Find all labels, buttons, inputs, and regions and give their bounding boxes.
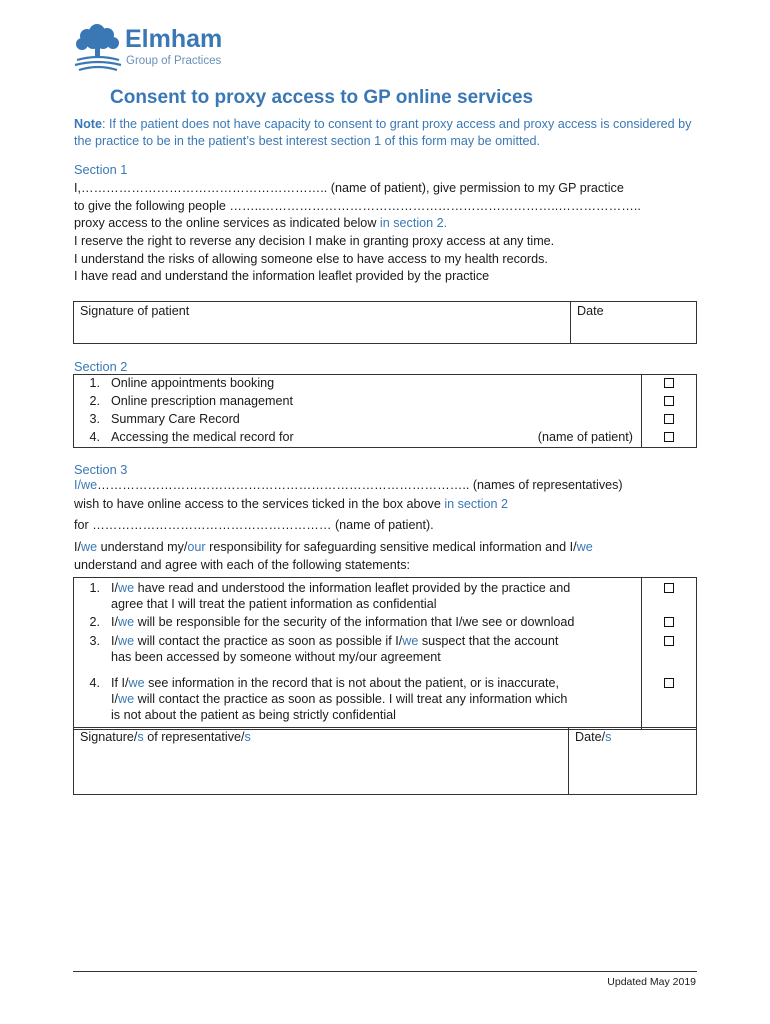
section-2-reference: in section 2 bbox=[444, 497, 509, 511]
service-number: 4. bbox=[74, 429, 104, 448]
service-row bbox=[74, 393, 697, 411]
text-fragment: I/ bbox=[111, 634, 118, 648]
we-text: we bbox=[576, 540, 593, 554]
service-checkbox[interactable] bbox=[642, 375, 697, 394]
service-row bbox=[74, 375, 697, 394]
statements-table bbox=[73, 577, 697, 730]
logo-subtitle: Group of Practices bbox=[126, 55, 222, 67]
service-row bbox=[74, 411, 697, 429]
name-of-patient-hint: (name of patient) bbox=[537, 430, 633, 444]
checkbox-icon bbox=[664, 583, 674, 593]
text-fragment: will contact the practice as soon as possible if I/ bbox=[134, 634, 403, 648]
representative-signature-field[interactable] bbox=[74, 728, 569, 795]
text-fragment: suspect that the account bbox=[418, 634, 559, 648]
section-1-heading: Section 1 bbox=[74, 162, 128, 177]
we-text: we bbox=[118, 634, 135, 648]
statement-number: 2. bbox=[74, 612, 104, 631]
section-1-line-1: I,………………………………………………….. (name of patient), give permission to my GP practice bbox=[74, 181, 624, 195]
text-fragment: agree that I will treat the patient information as confidential bbox=[111, 597, 437, 611]
text-fragment: If I/ bbox=[111, 676, 129, 690]
statement-text bbox=[103, 578, 642, 613]
statement-number: 1. bbox=[74, 578, 104, 613]
text-fragment: will contact the practice as soon as possible. I will treat any information which bbox=[134, 692, 568, 706]
text-fragment: I/ bbox=[111, 615, 118, 629]
note-paragraph bbox=[74, 116, 704, 151]
patient-signature-field[interactable] bbox=[74, 302, 571, 344]
our-text: our bbox=[187, 540, 206, 554]
service-label-row bbox=[103, 429, 642, 448]
note-label: Note bbox=[74, 117, 102, 131]
statement-row bbox=[74, 665, 697, 730]
statement-row bbox=[74, 612, 697, 631]
service-label: Accessing the medical record for bbox=[111, 430, 294, 444]
text-fragment: understand my/ bbox=[97, 540, 188, 554]
footer-divider bbox=[73, 971, 697, 972]
elmham-logo bbox=[73, 24, 248, 72]
service-label: Online prescription management bbox=[103, 393, 642, 411]
section-1-line-3 bbox=[74, 215, 447, 231]
section-2-reference: in section 2. bbox=[379, 216, 448, 230]
patient-signature-label: Signature of patient bbox=[80, 304, 190, 318]
service-checkbox[interactable] bbox=[642, 411, 697, 429]
page-title: Consent to proxy access to GP online services bbox=[110, 87, 534, 108]
we-text: we bbox=[118, 615, 135, 629]
checkbox-icon bbox=[664, 432, 674, 442]
section-3-line-5: understand and agree with each of the following statements: bbox=[74, 558, 411, 572]
representative-signature-table bbox=[73, 727, 697, 795]
representatives-text: …………………………………………………………………………….. (names of representatives) bbox=[97, 478, 623, 492]
patient-date-field[interactable] bbox=[571, 302, 697, 344]
section-3-line-2-text: wish to have online access to the services ticked in the box above bbox=[74, 497, 445, 511]
we-text: we bbox=[128, 676, 145, 690]
text-fragment: of representative/ bbox=[143, 730, 245, 744]
services-table bbox=[73, 374, 697, 448]
section-1-line-6: I have read and understand the information leaflet provided by the practice bbox=[74, 269, 490, 283]
text-fragment: I/ bbox=[111, 692, 118, 706]
text-fragment: I/ bbox=[111, 581, 118, 595]
service-label: Summary Care Record bbox=[103, 411, 642, 429]
statement-checkbox[interactable] bbox=[642, 578, 697, 613]
we-text: we bbox=[402, 634, 419, 648]
statement-checkbox[interactable] bbox=[642, 612, 697, 631]
patient-date-label: Date bbox=[577, 304, 604, 318]
section-1-line-3-text: proxy access to the online services as indicated below bbox=[74, 216, 380, 230]
logo-name: Elmham bbox=[125, 25, 223, 53]
service-number: 2. bbox=[74, 393, 104, 411]
statement-checkbox[interactable] bbox=[642, 665, 697, 730]
service-checkbox[interactable] bbox=[642, 429, 697, 448]
patient-signature-table bbox=[73, 301, 697, 344]
section-3-line-1 bbox=[74, 477, 623, 493]
representative-date-field[interactable] bbox=[569, 728, 697, 795]
statement-row bbox=[74, 578, 697, 613]
text-fragment: Date/ bbox=[575, 730, 606, 744]
text-fragment: Signature/ bbox=[80, 730, 138, 744]
service-label: Online appointments booking bbox=[103, 375, 642, 394]
we-text: we bbox=[118, 581, 135, 595]
service-number: 3. bbox=[74, 411, 104, 429]
statement-number: 3. bbox=[74, 631, 104, 665]
section-3-heading: Section 3 bbox=[74, 462, 128, 477]
plural-s: s bbox=[137, 730, 144, 744]
checkbox-icon bbox=[664, 414, 674, 424]
plural-s: s bbox=[244, 730, 251, 744]
section-1-line-2: to give the following people ……..……………………………………………………………..……………….. bbox=[74, 199, 641, 213]
section-1-line-4: I reserve the right to reverse any decision I make in granting proxy access at any time. bbox=[74, 234, 555, 248]
checkbox-icon bbox=[664, 678, 674, 688]
text-fragment: have read and understood the information leaflet provided by the practice and bbox=[134, 581, 571, 595]
section-1-line-5: I understand the risks of allowing someone else to have access to my health records. bbox=[74, 252, 548, 266]
note-text: : If the patient does not have capacity to consent to grant proxy access and proxy access is considered by the practice to be in the patient’s best interest section 1 of this form may be omitted. bbox=[74, 117, 692, 149]
text-fragment: is not about the patient as being strictly confidential bbox=[111, 708, 396, 722]
statement-row bbox=[74, 631, 697, 665]
service-number: 1. bbox=[74, 375, 104, 394]
we-text: we bbox=[118, 692, 135, 706]
statement-text bbox=[103, 665, 642, 730]
statement-checkbox[interactable] bbox=[642, 631, 697, 665]
service-row bbox=[74, 429, 697, 448]
section-2-heading: Section 2 bbox=[74, 359, 128, 374]
section-3-line-4 bbox=[74, 539, 593, 555]
section-3-line-3: for ………………………………………………… (name of patient). bbox=[74, 518, 434, 532]
text-fragment: responsibility for safeguarding sensitive medical information and I/ bbox=[205, 540, 577, 554]
checkbox-icon bbox=[664, 636, 674, 646]
checkbox-icon bbox=[664, 378, 674, 388]
checkbox-icon bbox=[664, 396, 674, 406]
statement-text bbox=[103, 631, 642, 665]
footer-updated: Updated May 2019 bbox=[607, 976, 696, 988]
statement-number: 4. bbox=[74, 665, 104, 730]
we-text: I/we bbox=[74, 478, 98, 492]
text-fragment: see information in the record that is not about the patient, or is inaccurate, bbox=[144, 676, 560, 690]
text-fragment: I/ bbox=[74, 540, 81, 554]
checkbox-icon bbox=[664, 617, 674, 627]
statement-text bbox=[103, 612, 642, 631]
plural-s: s bbox=[605, 730, 612, 744]
text-fragment: will be responsible for the security of the information that I/we see or download bbox=[134, 615, 575, 629]
section-3-line-2 bbox=[74, 496, 508, 512]
tree-logo-icon bbox=[73, 24, 123, 72]
service-checkbox[interactable] bbox=[642, 393, 697, 411]
we-text: we bbox=[81, 540, 98, 554]
text-fragment: has been accessed by someone without my/our agreement bbox=[111, 650, 441, 664]
